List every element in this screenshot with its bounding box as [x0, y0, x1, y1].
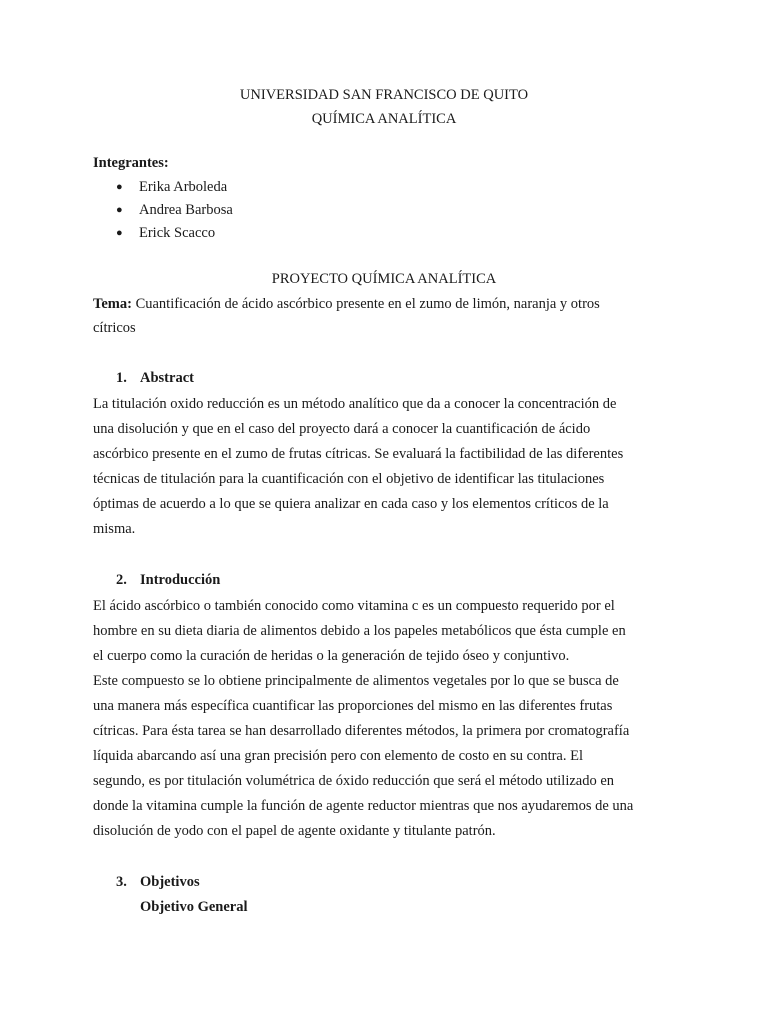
paragraph-line: hombre en su dieta diaria de alimentos debido a los papeles metabólicos que ésta cumple en	[93, 623, 626, 639]
topic-line-continued: cítricos	[93, 320, 136, 336]
paragraph-line: óptimas de acuerdo a lo que se quiera analizar en cada caso y los elementos críticos de la	[93, 496, 609, 512]
university-title: UNIVERSIDAD SAN FRANCISCO DE QUITO	[239, 87, 529, 103]
paragraph-line: La titulación oxido reducción es un método analítico que da a conocer la concentración de	[93, 396, 617, 412]
section-heading-abstract: Abstract	[140, 370, 194, 386]
paragraph-line: ascórbico presente en el zumo de frutas cítricas. Se evaluará la factibilidad de las diferentes	[93, 446, 624, 462]
paragraph-line: cítricas. Para ésta tarea se han desarrollado diferentes métodos, la primera por cromatografía	[93, 723, 630, 739]
member-name: Erika Arboleda	[139, 179, 228, 195]
section-number: 3.	[116, 874, 127, 890]
section-number: 1.	[116, 370, 127, 386]
bullet-icon: ●	[116, 181, 123, 193]
paragraph-line: una manera más específica cuantificar las proporciones del mismo en las diferentes frutas	[93, 698, 613, 714]
members-label: Integrantes:	[93, 155, 169, 171]
paragraph-line: El ácido ascórbico o también conocido como vitamina c es un compuesto requerido por el	[93, 598, 615, 614]
section-number: 2.	[116, 572, 127, 588]
course-title: QUÍMICA ANALÍTICA	[311, 111, 457, 127]
paragraph-line: misma.	[93, 521, 136, 537]
paragraph-line: líquida abarcando así una gran precisión pero con elemento de costo en su contra. El	[93, 748, 584, 764]
subsection-heading-objetivo-general: Objetivo General	[140, 899, 248, 915]
topic-line	[93, 292, 683, 317]
member-name: Erick Scacco	[139, 225, 216, 241]
project-title: PROYECTO QUÍMICA ANALÍTICA	[271, 271, 497, 287]
paragraph-line: Este compuesto se lo obtiene principalmente de alimentos vegetales por lo que se busca de	[93, 673, 619, 689]
abstract-paragraph	[93, 392, 683, 542]
topic-label: Tema:	[93, 296, 132, 312]
section-heading-objetivos: Objetivos	[140, 874, 200, 890]
introduction-paragraph	[93, 594, 683, 844]
paragraph-line: segundo, es por titulación volumétrica de óxido reducción que será el método utilizado en	[93, 773, 615, 789]
paragraph-line: técnicas de titulación para la cuantificación con el objetivo de identificar las titulaciones	[93, 471, 605, 487]
topic-text: Cuantificación de ácido ascórbico presente en el zumo de limón, naranja y otros	[131, 296, 600, 312]
paragraph-line: el cuerpo como la curación de heridas o la generación de tejido óseo y conjuntivo.	[93, 648, 570, 664]
section-heading-introduccion: Introducción	[140, 572, 221, 588]
member-name: Andrea Barbosa	[139, 202, 233, 218]
bullet-icon: ●	[116, 204, 123, 216]
paragraph-line: una disolución y que en el caso del proyecto dará a conocer la cuantificación de ácido	[93, 421, 591, 437]
paragraph-line: disolución de yodo con el papel de agente oxidante y titulante patrón.	[93, 823, 496, 839]
paragraph-line: donde la vitamina cumple la función de agente reductor mientras que nos ayudaremos de una	[93, 798, 634, 814]
bullet-icon: ●	[116, 227, 123, 239]
